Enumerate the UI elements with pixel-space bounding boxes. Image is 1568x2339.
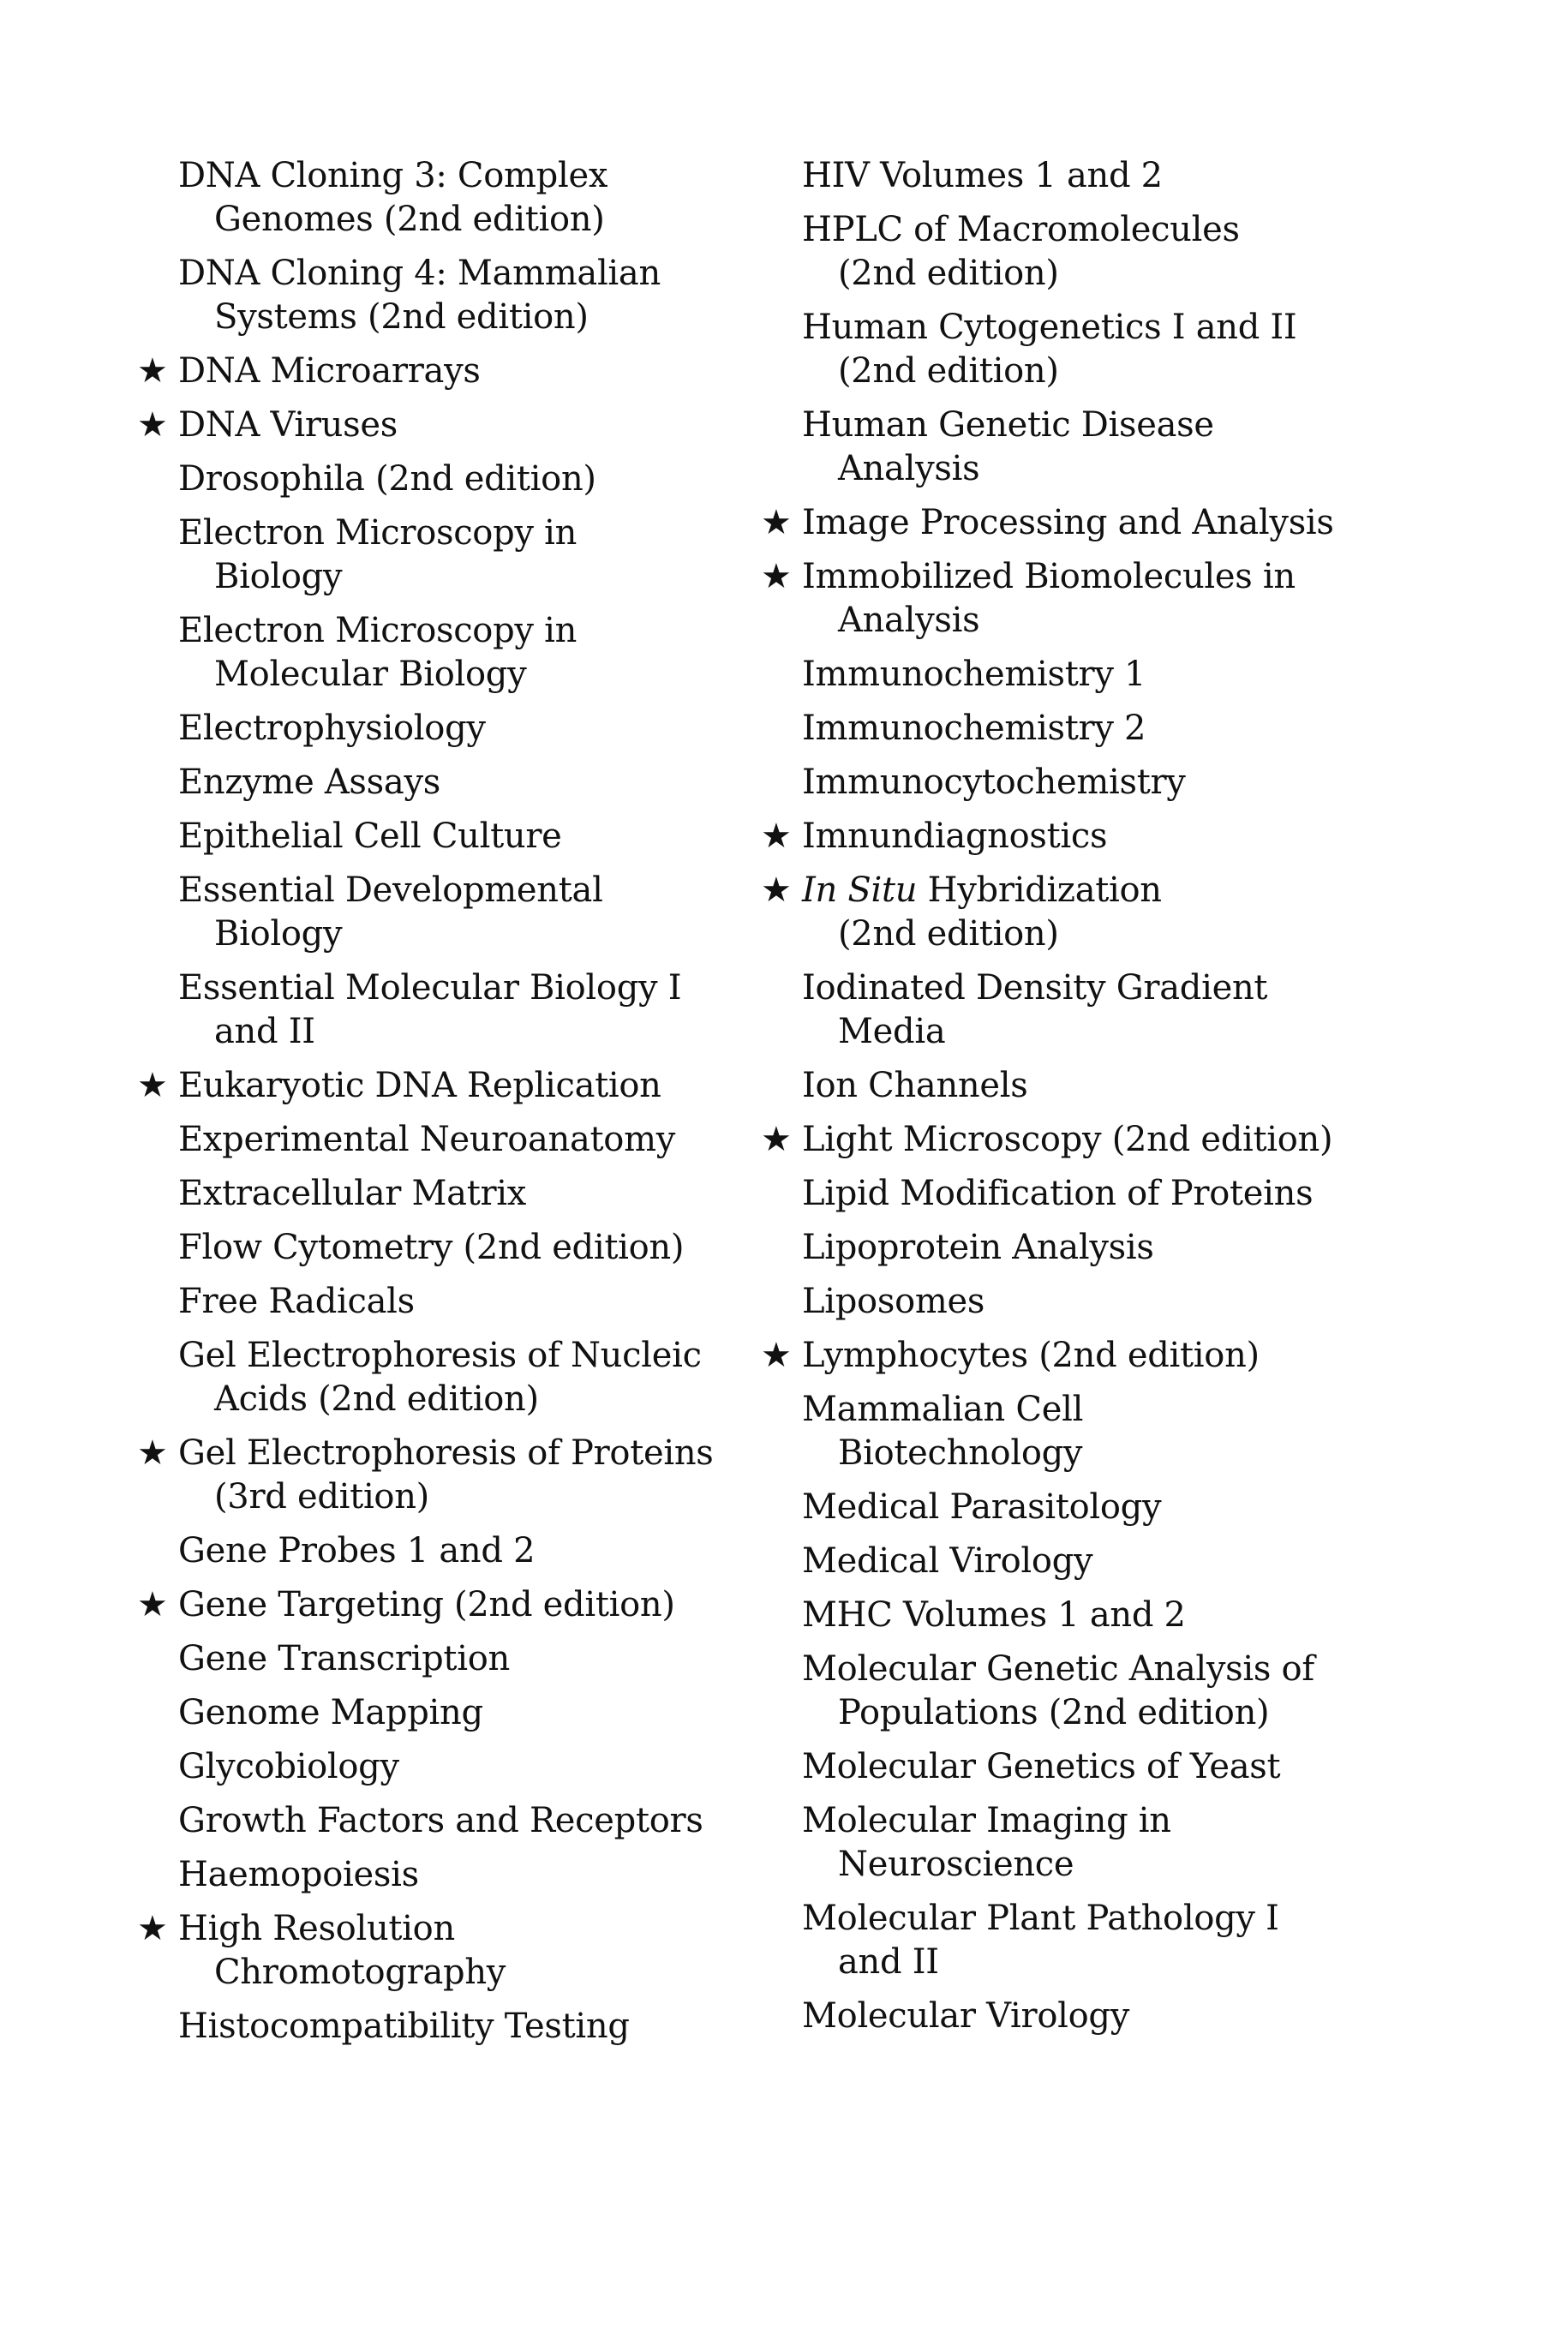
title-continuation-line: and II	[838, 1942, 939, 1982]
title-line: Immunochemistry 1	[802, 655, 1146, 694]
title-line: Essential Molecular Biology I	[178, 968, 682, 1008]
title-line: Extracellular Matrix	[178, 1174, 527, 1213]
title-line: Glycobiology	[178, 1747, 399, 1786]
title-entry	[761, 1064, 1395, 1108]
title-continuation-line: Molecular Biology	[214, 655, 527, 694]
title-line: Liposomes	[802, 1282, 985, 1321]
title-entry	[137, 609, 754, 697]
title-entry	[137, 154, 754, 242]
title-line: Imnundiagnostics	[802, 817, 1108, 856]
title-entry	[761, 707, 1395, 751]
title-list-right-column	[761, 154, 1395, 2038]
title-line: Genome Mapping	[178, 1693, 483, 1732]
title-entry	[761, 869, 1395, 956]
title-line: Image Processing and Analysis	[802, 503, 1334, 542]
title-line: Medical Parasitology	[802, 1487, 1162, 1527]
title-entry	[761, 1334, 1395, 1378]
title-line: Electrophysiology	[178, 709, 486, 748]
star-icon: ★	[137, 1066, 168, 1105]
title-entry	[137, 511, 754, 599]
title-entry	[137, 707, 754, 751]
title-line: Ion Channels	[802, 1066, 1028, 1105]
title-line: Immobilized Biomolecules in	[802, 557, 1296, 596]
title-entry	[761, 761, 1395, 805]
title-line: High Resolution	[178, 1909, 455, 1948]
title-entry	[137, 350, 754, 393]
title-line: Gel Electrophoresis of Proteins	[178, 1433, 714, 1473]
title-line: Molecular Virology	[802, 1996, 1130, 2036]
title-list-left-column	[137, 154, 754, 2049]
title-line: Free Radicals	[178, 1282, 415, 1321]
star-icon: ★	[137, 1433, 168, 1473]
title-line: Drosophila (2nd edition)	[178, 459, 596, 499]
title-entry	[137, 1118, 754, 1162]
title-continuation-line: Biology	[214, 914, 343, 954]
title-entry	[137, 458, 754, 501]
title-entry	[761, 653, 1395, 697]
title-entry	[137, 761, 754, 805]
title-continuation-line: (2nd edition)	[838, 914, 1059, 954]
title-line	[802, 869, 1395, 912]
title-entry	[761, 1594, 1395, 1637]
title-line: DNA Microarrays	[178, 351, 481, 391]
title-entry	[761, 404, 1395, 491]
title-continuation-line: Analysis	[838, 601, 980, 640]
title-entry	[761, 1118, 1395, 1162]
title-line: Gel Electrophoresis of Nucleic	[178, 1336, 702, 1375]
title-line: Human Genetic Disease	[802, 405, 1214, 445]
title-entry	[137, 1334, 754, 1421]
title-entry	[137, 1637, 754, 1681]
title-line: Lipid Modification of Proteins	[802, 1174, 1314, 1213]
title-line: Epithelial Cell Culture	[178, 817, 562, 856]
star-icon: ★	[137, 351, 168, 391]
title-line: DNA Viruses	[178, 405, 398, 445]
star-icon: ★	[761, 817, 792, 856]
title-line: Electron Microscopy in	[178, 513, 578, 553]
title-entry	[761, 1388, 1395, 1475]
title-line: Molecular Plant Pathology I	[802, 1899, 1279, 1938]
title-line: Immunochemistry 2	[802, 709, 1146, 748]
title-continuation-line: Genomes (2nd edition)	[214, 200, 605, 239]
title-line: Flow Cytometry (2nd edition)	[178, 1228, 685, 1267]
title-line: Enzyme Assays	[178, 763, 440, 802]
title-entry	[761, 1745, 1395, 1789]
title-entry	[137, 1226, 754, 1270]
title-entry	[137, 1064, 754, 1108]
title-entry	[137, 1280, 754, 1324]
title-continuation-line: (2nd edition)	[838, 351, 1059, 391]
title-entry	[761, 1540, 1395, 1583]
title-line: Eukaryotic DNA Replication	[178, 1066, 661, 1105]
title-entry	[761, 966, 1395, 1054]
title-entry	[137, 966, 754, 1054]
title-entry	[137, 1691, 754, 1735]
title-continuation-line: Biology	[214, 557, 343, 596]
title-entry	[761, 1226, 1395, 1270]
star-icon: ★	[137, 405, 168, 445]
title-continuation-line: Chromotography	[214, 1953, 506, 1992]
title-continuation-line: Acids (2nd edition)	[214, 1379, 539, 1419]
title-entry	[761, 1799, 1395, 1887]
title-line: Molecular Genetics of Yeast	[802, 1747, 1281, 1786]
title-line: Gene Probes 1 and 2	[178, 1531, 536, 1570]
title-line: Molecular Genetic Analysis of	[802, 1649, 1314, 1689]
title-entry	[761, 1897, 1395, 1984]
title-line: Molecular Imaging in	[802, 1801, 1171, 1840]
title-entry	[137, 1907, 754, 1995]
title-entry	[137, 1529, 754, 1573]
title-entry	[137, 1799, 754, 1843]
title-line: Medical Virology	[802, 1541, 1093, 1581]
title-entry	[137, 252, 754, 339]
title-continuation-line: Neuroscience	[838, 1845, 1074, 1884]
title-entry	[137, 1583, 754, 1627]
title-line: Light Microscopy (2nd edition)	[802, 1120, 1333, 1159]
title-line: Electron Microscopy in	[178, 611, 578, 650]
title-line: Immunocytochemistry	[802, 763, 1186, 802]
title-entry	[137, 815, 754, 858]
title-line: Growth Factors and Receptors	[178, 1801, 703, 1840]
title-line: Histocompatibility Testing	[178, 2007, 630, 2046]
title-line: Iodinated Density Gradient	[802, 968, 1268, 1008]
title-entry	[137, 1172, 754, 1216]
title-entry	[137, 2005, 754, 2049]
title-entry	[137, 1432, 754, 1519]
title-entry	[137, 404, 754, 447]
title-line: Essential Developmental	[178, 870, 603, 910]
title-line: MHC Volumes 1 and 2	[802, 1595, 1186, 1635]
star-icon: ★	[137, 1909, 168, 1948]
title-entry	[761, 815, 1395, 858]
title-line: Mammalian Cell	[802, 1390, 1084, 1429]
title-continuation-line: Systems (2nd edition)	[214, 297, 589, 337]
title-line: HPLC of Macromolecules	[802, 210, 1240, 249]
title-continuation-line: Biotechnology	[838, 1433, 1083, 1473]
title-continuation-line: and II	[214, 1012, 315, 1051]
title-line: Experimental Neuroanatomy	[178, 1120, 676, 1159]
title-entry	[761, 306, 1395, 393]
title-entry	[761, 501, 1395, 545]
title-entry	[761, 1486, 1395, 1529]
title-entry	[761, 1995, 1395, 2038]
title-entry	[761, 1172, 1395, 1216]
title-continuation-line: Analysis	[838, 449, 980, 488]
star-icon: ★	[761, 870, 792, 910]
star-icon: ★	[761, 557, 792, 596]
star-icon: ★	[761, 503, 792, 542]
title-entry	[137, 1745, 754, 1789]
title-entry	[761, 154, 1395, 198]
title-line: Gene Targeting (2nd edition)	[178, 1585, 675, 1624]
title-entry	[137, 869, 754, 956]
title-entry	[761, 555, 1395, 643]
title-line: HIV Volumes 1 and 2	[802, 156, 1163, 195]
title-entry	[761, 1648, 1395, 1735]
title-line: Haemopoiesis	[178, 1855, 419, 1894]
title-entry	[761, 1280, 1395, 1324]
star-icon: ★	[137, 1585, 168, 1624]
title-continuation-line: (3rd edition)	[214, 1477, 429, 1516]
star-icon: ★	[761, 1120, 792, 1159]
title-line: DNA Cloning 4: Mammalian	[178, 254, 661, 293]
title-text-part: Hybridization	[917, 870, 1162, 910]
title-line: DNA Cloning 3: Complex	[178, 156, 608, 195]
title-continuation-line: Media	[838, 1012, 946, 1051]
title-continuation-line: (2nd edition)	[838, 254, 1059, 293]
title-line: Gene Transcription	[178, 1639, 510, 1678]
star-icon: ★	[761, 1336, 792, 1375]
title-italic-part: In Situ	[802, 870, 918, 910]
title-line: Lymphocytes (2nd edition)	[802, 1336, 1260, 1375]
title-line: Lipoprotein Analysis	[802, 1228, 1154, 1267]
title-continuation-line: Populations (2nd edition)	[838, 1693, 1270, 1732]
title-line: Human Cytogenetics I and II	[802, 308, 1297, 347]
title-entry	[137, 1853, 754, 1897]
title-entry	[761, 208, 1395, 296]
